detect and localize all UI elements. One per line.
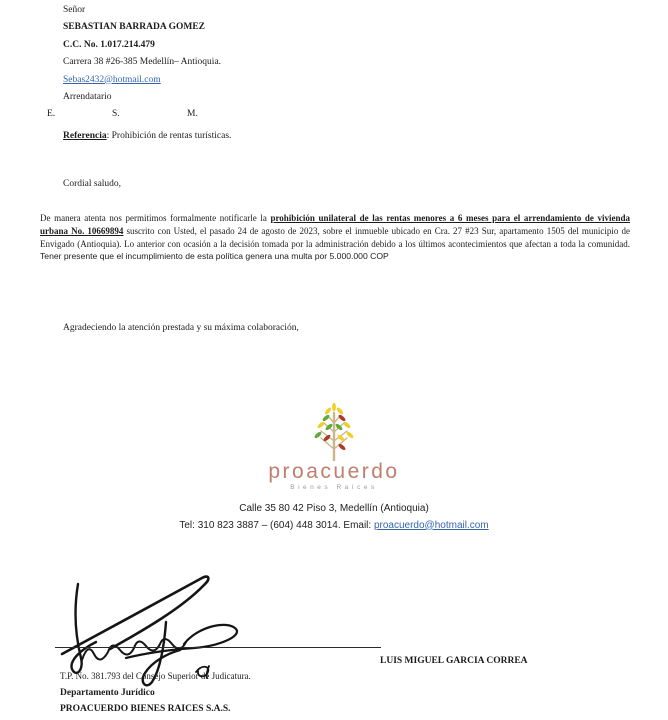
esm-e: E. — [47, 109, 56, 120]
greeting: Cordial saludo, — [63, 179, 122, 189]
salutation: Señor — [63, 5, 86, 15]
esm-m: M. — [187, 109, 198, 120]
body-part2: suscrito con Usted, el pasado 24 de agosto de 2023, sobre el inmueble ubicado en Cra. 27 #23 Sur, apartamento 1505 del municipio de Envigado (Antioquia). Lo anterior con ocasión a la decisión tomada por la administración debido a los últimos acontecimientos que afectan a toda la comunidad. — [40, 225, 630, 249]
body-note: Tener presente que el incumplimiento de esta política genera una multa por 5.000.000 COP — [40, 251, 389, 262]
closing-line: Agradeciendo la atención prestada y su máxima colaboración, — [63, 323, 299, 333]
recipient-id: C.C. No. 1.017.214.479 — [63, 39, 155, 50]
contact-phone: Tel: 310 823 3887 – (604) 448 3014. Email: — [179, 519, 374, 531]
company-email-link[interactable]: proacuerdo@hotmail.com — [373, 519, 489, 531]
brand-name: proacuerdo — [268, 460, 400, 483]
signer-department: Departamento Jurídico — [60, 688, 155, 698]
brand-tagline: Bienes Raíces — [290, 484, 378, 491]
logo-tree-icon — [295, 401, 373, 461]
body-emphasis: prohibición unilateral de las rentas menores a 6 meses para el arrendamiento de vivienda urbana No. 10669894 — [40, 213, 630, 236]
recipient-name: SEBASTIAN BARRADA GOMEZ — [63, 22, 205, 33]
recipient-address: Carrera 38 #26-385 Medellín– Antioquia. — [63, 57, 222, 68]
signer-credential: T.P. No. 381.793 del Consejo Superior de Judicatura. — [60, 671, 251, 681]
body-part1: De manera atenta nos permitimos formalmente notificarle la — [40, 213, 271, 223]
contact-address: Calle 35 80 42 Piso 3, Medellín (Antioquia) — [239, 503, 429, 514]
signature-rule — [55, 647, 381, 648]
reference-label: Referencia — [63, 131, 107, 141]
signer-name: LUIS MIGUEL GARCIA CORREA — [380, 656, 528, 666]
recipient-role: Arrendatario — [63, 92, 112, 103]
recipient-email-link[interactable]: Sebas2432@hotmail.com — [63, 74, 161, 85]
reference-text: : Prohibición de rentas turísticas. — [106, 131, 232, 141]
reference-line — [63, 131, 231, 141]
contact-phone-line — [0, 518, 668, 535]
esm-s: S. — [112, 109, 120, 120]
body-paragraph — [40, 212, 630, 263]
esm-line — [47, 106, 221, 123]
signer-company: PROACUERDO BIENES RAICES S.A.S. — [60, 704, 231, 714]
contact-block — [0, 501, 668, 534]
company-logo — [0, 401, 668, 491]
recipient-block — [47, 2, 221, 124]
